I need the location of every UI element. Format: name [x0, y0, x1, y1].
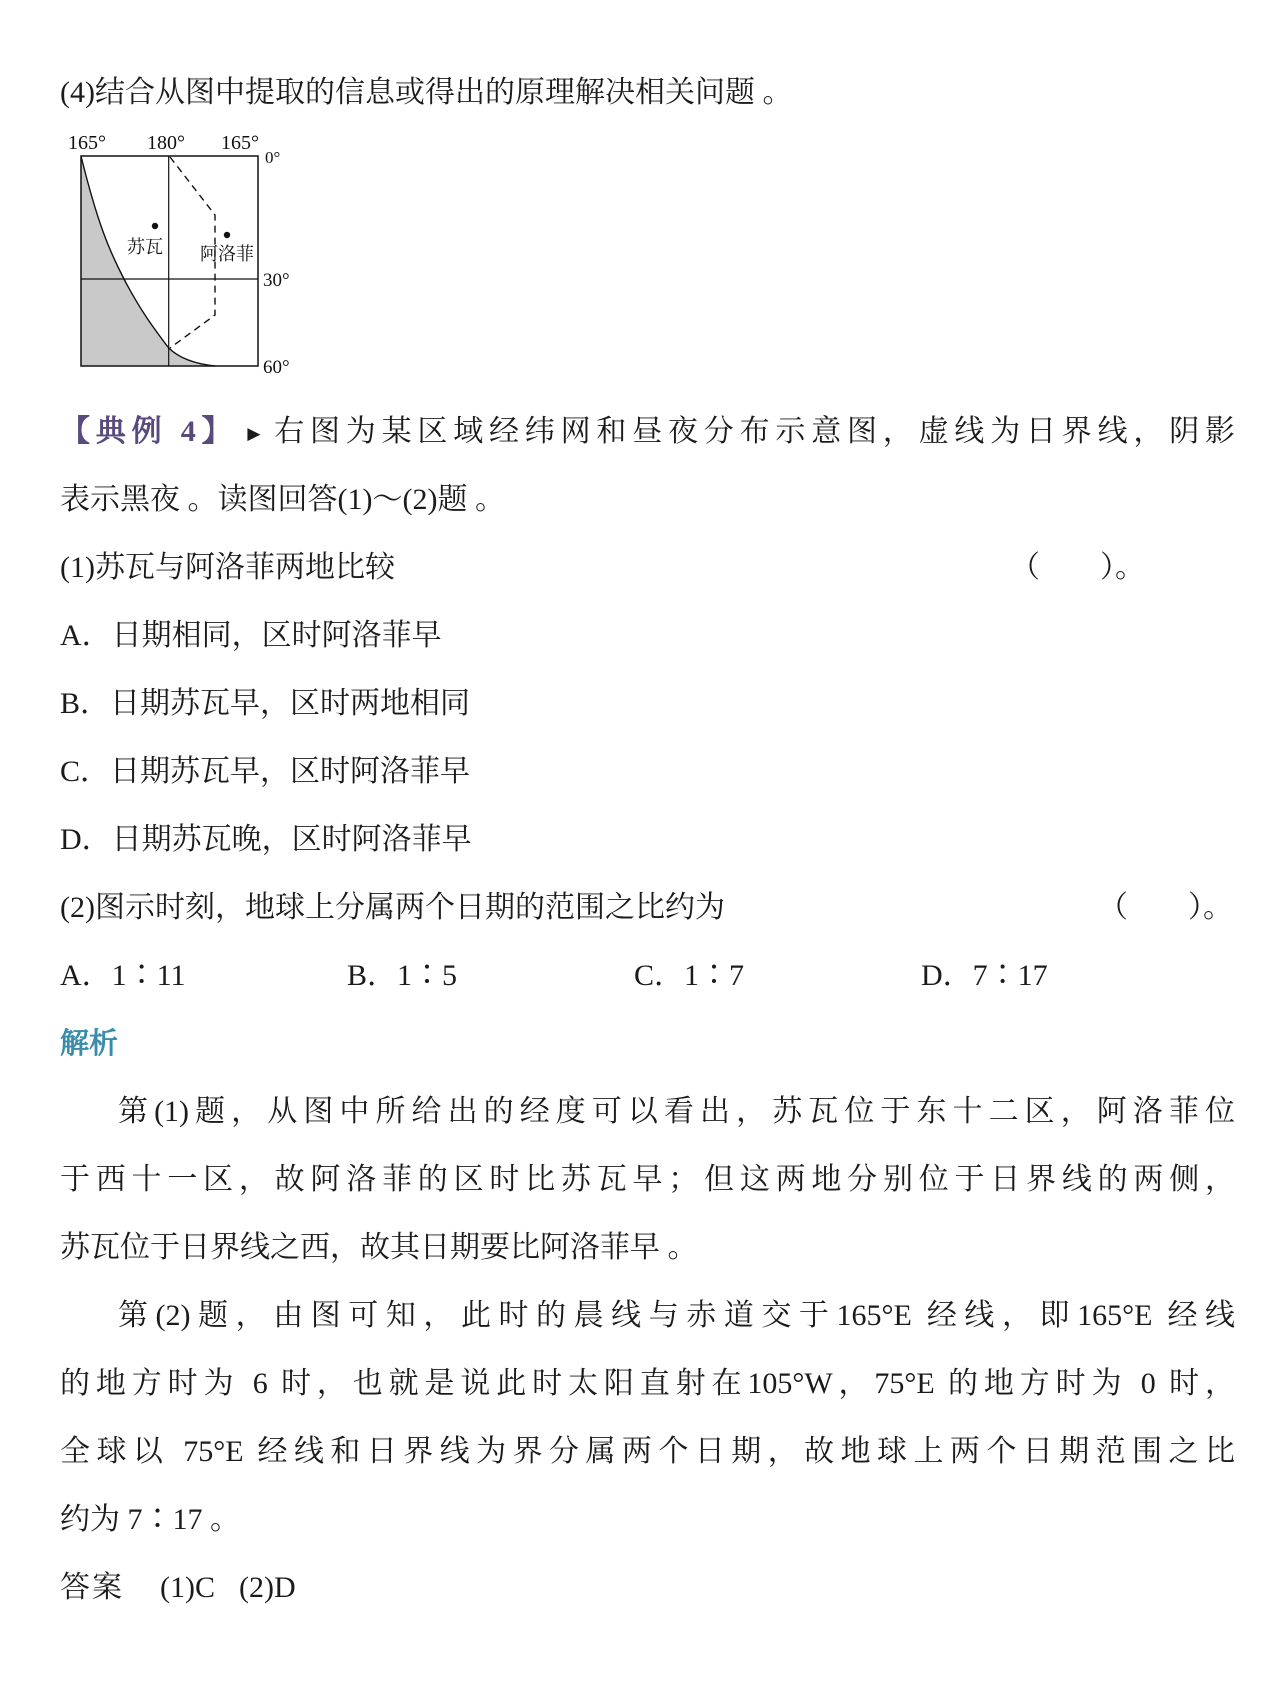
analysis-p2-line1: 第(2)题，由图可知，此时的晨线与赤道交于165°E 经线，即165°E 经线 [118, 1299, 1235, 1332]
map-svg [60, 130, 290, 398]
question2-answer-bracket: （ ）。 [1098, 891, 1233, 924]
analysis-label-row [60, 1010, 1235, 1078]
analysis-label: 解析 [60, 1028, 119, 1060]
analysis-p1-line3: 苏瓦位于日界线之西，故其日期要比阿洛菲早 。 [60, 1231, 698, 1264]
question1-option-b: B．日期苏瓦早，区时两地相同 [60, 687, 471, 720]
lat-label-60: 60° [263, 357, 290, 378]
lat-label-30: 30° [263, 270, 290, 291]
question2-option-b: B．1∶5 [347, 959, 458, 992]
lon-label-mid: 180° [147, 132, 185, 154]
analysis-p2-line3: 全球以 75°E 经线和日界线为界分属两个日期，故地球上两个日期范围之比 [60, 1435, 1235, 1468]
lat-label-0: 0° [265, 148, 281, 167]
lon-label-left: 165° [68, 132, 106, 154]
question1-answer-bracket: （ ）。 [1010, 551, 1145, 584]
answer-part1: (1)C [160, 1571, 215, 1604]
example-stem-line2: 表示黑夜 。读图回答(1)～(2)题 。 [60, 483, 505, 516]
analysis-p1-line1: 第(1)题，从图中所给出的经度可以看出，苏瓦位于东十二区，阿洛菲位 [118, 1095, 1235, 1128]
region-map-figure [60, 130, 1235, 398]
question2-options-row [60, 942, 1235, 1010]
question2-option-c: C．1∶7 [634, 959, 745, 992]
answer-label: 答案 [60, 1571, 124, 1604]
analysis-p2-line4: 约为 7∶17 。 [60, 1503, 240, 1536]
city-dot-alofi [224, 232, 230, 238]
example-arrow-icon: ▶ [247, 424, 267, 443]
question1-stem-row [60, 534, 1235, 602]
question1-option-c: C．日期苏瓦早，区时阿洛菲早 [60, 755, 471, 788]
question2-stem: (2)图示时刻，地球上分属两个日期的范围之比约为 [60, 891, 725, 924]
answer-part2: (2)D [239, 1571, 296, 1604]
lon-label-right: 165° [221, 132, 259, 154]
intro-line: (4)结合从图中提取的信息或得出的原理解决相关问题 。 [60, 76, 793, 109]
question2-stem-row [60, 874, 1235, 942]
question1-option-a: A．日期相同，区时阿洛菲早 [60, 619, 442, 652]
example-tag: 【典例 4】 [60, 415, 238, 448]
analysis-p2-line2: 的地方时为 6 时，也就是说此时太阳直射在105°W，75°E 的地方时为 0 时， [60, 1367, 1235, 1400]
answer-row [60, 1554, 1235, 1622]
city-label-alofi: 阿洛菲 [200, 244, 254, 264]
city-label-suva: 苏瓦 [127, 237, 163, 257]
question2-option-d: D．7∶17 [921, 959, 1048, 992]
question1-option-d: D．日期苏瓦晚，区时阿洛菲早 [60, 823, 472, 856]
analysis-p1-line2: 于西十一区，故阿洛菲的区时比苏瓦早；但这两地分别位于日界线的两侧， [60, 1163, 1235, 1196]
city-dot-suva [152, 223, 158, 229]
example-stem-text1: 右图为某区域经纬网和昼夜分布示意图，虚线为日界线，阴影 [274, 415, 1236, 448]
example-stem-line1 [60, 398, 1235, 466]
night-region [81, 156, 215, 366]
question1-stem: (1)苏瓦与阿洛菲两地比较 [60, 551, 395, 584]
question2-option-a: A．1∶11 [60, 959, 186, 992]
